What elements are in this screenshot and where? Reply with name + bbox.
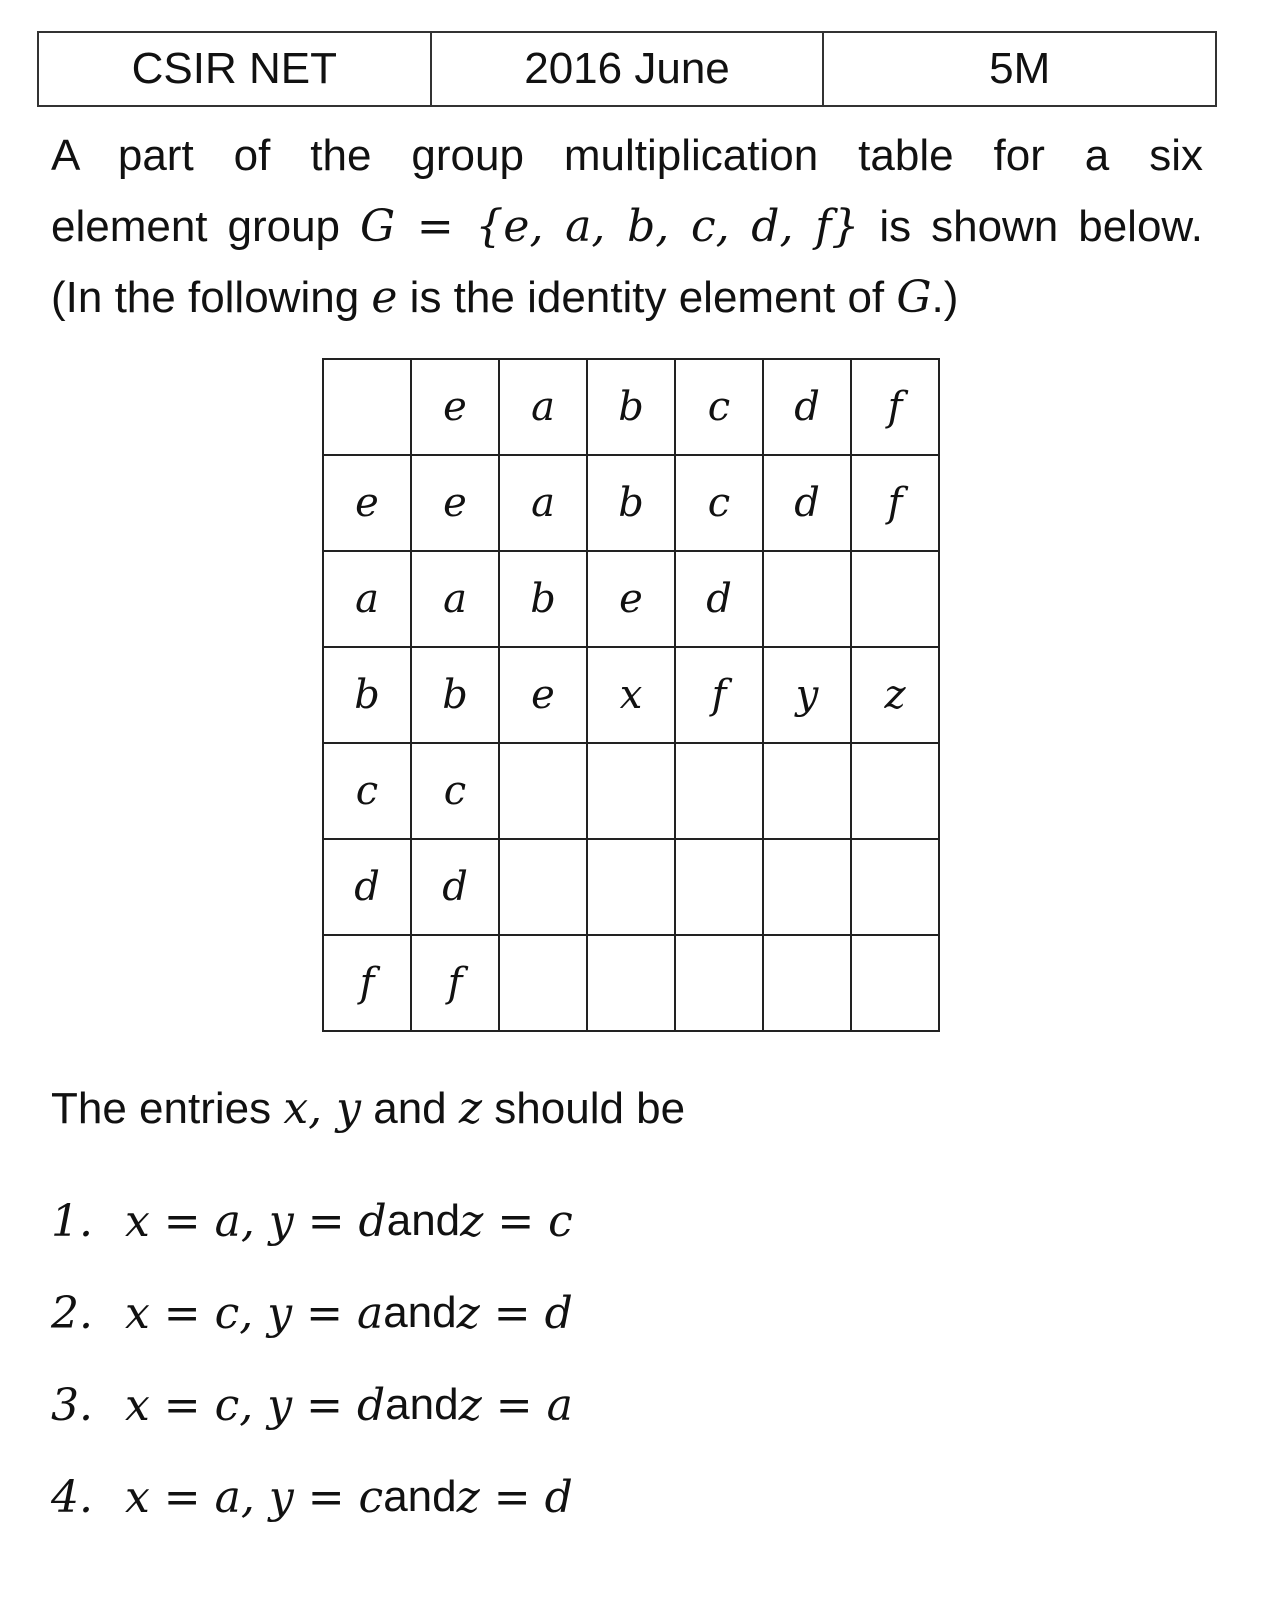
table-cell xyxy=(587,839,675,935)
math-identity: e xyxy=(371,272,398,323)
exam-session: 2016 June xyxy=(432,33,825,105)
text: The entries xyxy=(51,1084,284,1133)
table-cell xyxy=(763,935,851,1031)
table-cell xyxy=(851,839,939,935)
table-cell xyxy=(499,743,587,839)
table-cell xyxy=(851,743,939,839)
options-list xyxy=(51,1175,573,1543)
table-header-cell: b xyxy=(587,359,675,455)
table-header-cell xyxy=(323,359,411,455)
option-math: x = c, y = a xyxy=(125,1287,384,1339)
table-cell xyxy=(851,551,939,647)
question-line-3 xyxy=(51,262,1203,333)
option-4[interactable] xyxy=(51,1451,573,1543)
question-text xyxy=(51,120,1203,333)
table-cell: f xyxy=(851,455,939,551)
option-number: 1. xyxy=(51,1195,93,1247)
table-row xyxy=(323,839,939,935)
option-math: z = a xyxy=(458,1379,573,1431)
table-cell: a xyxy=(411,551,499,647)
table-header-cell: c xyxy=(323,743,411,839)
prompt-text xyxy=(51,1083,685,1134)
table-cell: b xyxy=(411,647,499,743)
table-cell: c xyxy=(675,455,763,551)
option-number: 4. xyxy=(51,1471,93,1523)
option-3[interactable] xyxy=(51,1359,573,1451)
table-row xyxy=(323,647,939,743)
multiplication-table xyxy=(322,358,940,1032)
table-cell: e xyxy=(587,551,675,647)
math-set: {e, a, b, c, d, f} xyxy=(475,201,860,252)
table-cell: z xyxy=(851,647,939,743)
table-cell xyxy=(675,935,763,1031)
option-number: 2. xyxy=(51,1287,93,1339)
option-math: z = d xyxy=(456,1471,573,1523)
table-header-cell: e xyxy=(411,359,499,455)
option-number: 3. xyxy=(51,1379,93,1431)
text: should be xyxy=(482,1084,686,1133)
table-row xyxy=(323,359,939,455)
table-cell xyxy=(587,935,675,1031)
exam-name: CSIR NET xyxy=(39,33,432,105)
table-header-cell: b xyxy=(323,647,411,743)
table-cell xyxy=(675,743,763,839)
table-cell: e xyxy=(499,647,587,743)
table-cell: b xyxy=(499,551,587,647)
table-header-cell: a xyxy=(323,551,411,647)
table-cell xyxy=(587,743,675,839)
header-strip xyxy=(37,31,1217,107)
option-and: and xyxy=(383,1288,457,1337)
option-1[interactable] xyxy=(51,1175,573,1267)
option-and: and xyxy=(383,1472,457,1521)
text: is shown below. xyxy=(859,202,1203,251)
option-math: z = c xyxy=(460,1195,573,1247)
table-cell xyxy=(763,839,851,935)
table-header-cell: a xyxy=(499,359,587,455)
question-line-2 xyxy=(51,191,1203,262)
text: (In the following xyxy=(51,273,372,322)
table-cell: y xyxy=(763,647,851,743)
math-symbol-g: G xyxy=(359,201,396,252)
table-cell: e xyxy=(411,455,499,551)
table-cell: d xyxy=(763,455,851,551)
table-cell xyxy=(763,551,851,647)
text: element group xyxy=(51,202,360,251)
table-row xyxy=(323,455,939,551)
option-math: x = c, y = d xyxy=(125,1379,386,1431)
table-cell: a xyxy=(499,455,587,551)
option-math: x = a, y = d xyxy=(125,1195,387,1247)
option-and: and xyxy=(386,1196,461,1245)
option-and: and xyxy=(385,1380,459,1429)
text: is the identity element of xyxy=(397,273,897,322)
question-line-1: A part of the group multiplication table for a six xyxy=(51,131,1203,180)
table-cell xyxy=(763,743,851,839)
table-cell: d xyxy=(675,551,763,647)
table-cell: b xyxy=(587,455,675,551)
table-cell: f xyxy=(675,647,763,743)
table-cell xyxy=(499,839,587,935)
option-2[interactable] xyxy=(51,1267,573,1359)
math-equals: = xyxy=(395,201,476,252)
table-header-cell: f xyxy=(323,935,411,1031)
text: and xyxy=(361,1084,459,1133)
math-z: z xyxy=(458,1083,483,1134)
table-header-cell: d xyxy=(763,359,851,455)
table-cell xyxy=(675,839,763,935)
table-header-cell: e xyxy=(323,455,411,551)
table-cell xyxy=(499,935,587,1031)
option-math: x = a, y = c xyxy=(125,1471,384,1523)
table-header-cell: c xyxy=(675,359,763,455)
table-cell: c xyxy=(411,743,499,839)
table-body xyxy=(323,359,939,1031)
table-cell: d xyxy=(411,839,499,935)
question-marks: 5M xyxy=(989,44,1051,93)
table-row xyxy=(323,743,939,839)
table-header-cell: d xyxy=(323,839,411,935)
math-vars: x, y xyxy=(283,1083,361,1134)
text: .) xyxy=(931,273,959,322)
table-cell xyxy=(851,935,939,1031)
table-header-cell: f xyxy=(851,359,939,455)
table-cell: f xyxy=(411,935,499,1031)
table-row xyxy=(323,935,939,1031)
option-math: z = d xyxy=(456,1287,573,1339)
table-cell: x xyxy=(587,647,675,743)
table-row xyxy=(323,551,939,647)
math-group: G xyxy=(896,272,932,323)
